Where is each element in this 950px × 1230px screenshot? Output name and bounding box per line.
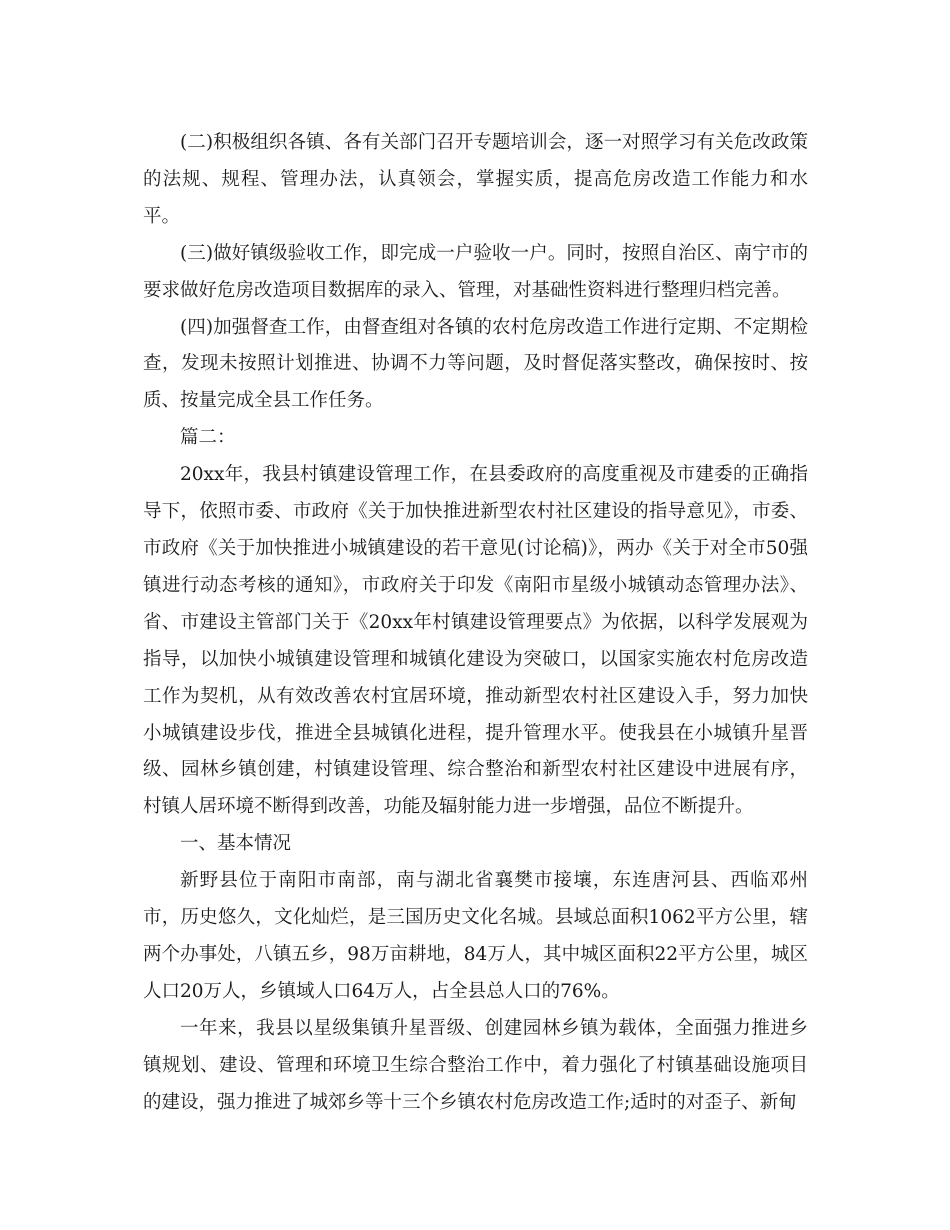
paragraph-item-3: (三)做好镇级验收工作，即完成一户验收一户。同时，按照自治区、南宁市的要求做好危房改造项目数据库的录入、管理，对基础性资料进行整理归档完善。	[143, 242, 808, 301]
document-body	[143, 125, 808, 1121]
paragraph-basic-info: 新野县位于南阳市南部，南与湖北省襄樊市接壤，东连唐河县、西临邓州市，历史悠久，文化灿烂，是三国历史文化名城。县域总面积1062平方公里，辖两个办事处，八镇五乡，98万亩耕地，84万人，其中城区面积22平方公里，城区人口20万人，乡镇域人口64万人，占全县总人口的76%。	[143, 870, 808, 1002]
paragraph-year-summary: 一年来，我县以星级集镇升星晋级、创建园林乡镇为载体，全面强力推进乡镇规划、建设、管理和环境卫生综合整治工作中，着力强化了村镇基础设施项目的建设，强力推进了城郊乡等十三个乡镇农村危房改造工作;适时的对歪子、新甸	[143, 1017, 808, 1113]
section-heading-part-two: 篇二：	[180, 427, 236, 449]
paragraph-item-4: (四)加强督查工作，由督查组对各镇的农村危房改造工作进行定期、不定期检查，发现未按照计划推进、协调不力等问题，及时督促落实整改，确保按时、按质、按量完成全县工作任务。	[143, 316, 808, 412]
paragraph-item-2: (二)积极组织各镇、各有关部门召开专题培训会，逐一对照学习有关危改政策的法规、规程、管理办法，认真领会，掌握实质，提高危房改造工作能力和水平。	[143, 132, 808, 227]
section-heading-basic-info: 一、基本情况	[180, 833, 292, 855]
paragraph-intro: 20xx年，我县村镇建设管理工作，在县委政府的高度重视及市建委的正确指导下，依照市委、市政府《关于加快推进新型农村社区建设的指导意见》，市委、市政府《关于加快推进小城镇建设的若干意见(讨论稿)》，两办《关于对全市50强镇进行动态考核的通知》，市政府关于印发《南阳市星级小城镇动态管理办法》、省、市建设主管部门关于《20xx年村镇建设管理要点》为依据，以科学发展观为指导，以加快小城镇建设管理和城镇化建设为突破口，以国家实施农村危房改造工作为契机，从有效改善农村宜居环境，推动新型农村社区建设入手，努力加快小城镇建设步伐，推进全县城镇化进程，提升管理水平。使我县在小城镇升星晋级、园林乡镇创建，村镇建设管理、综合整治和新型农村社区建设中进展有序，村镇人居环境不断得到改善，功能及辐射能力进一步增强，品位不断提升。	[143, 464, 808, 818]
